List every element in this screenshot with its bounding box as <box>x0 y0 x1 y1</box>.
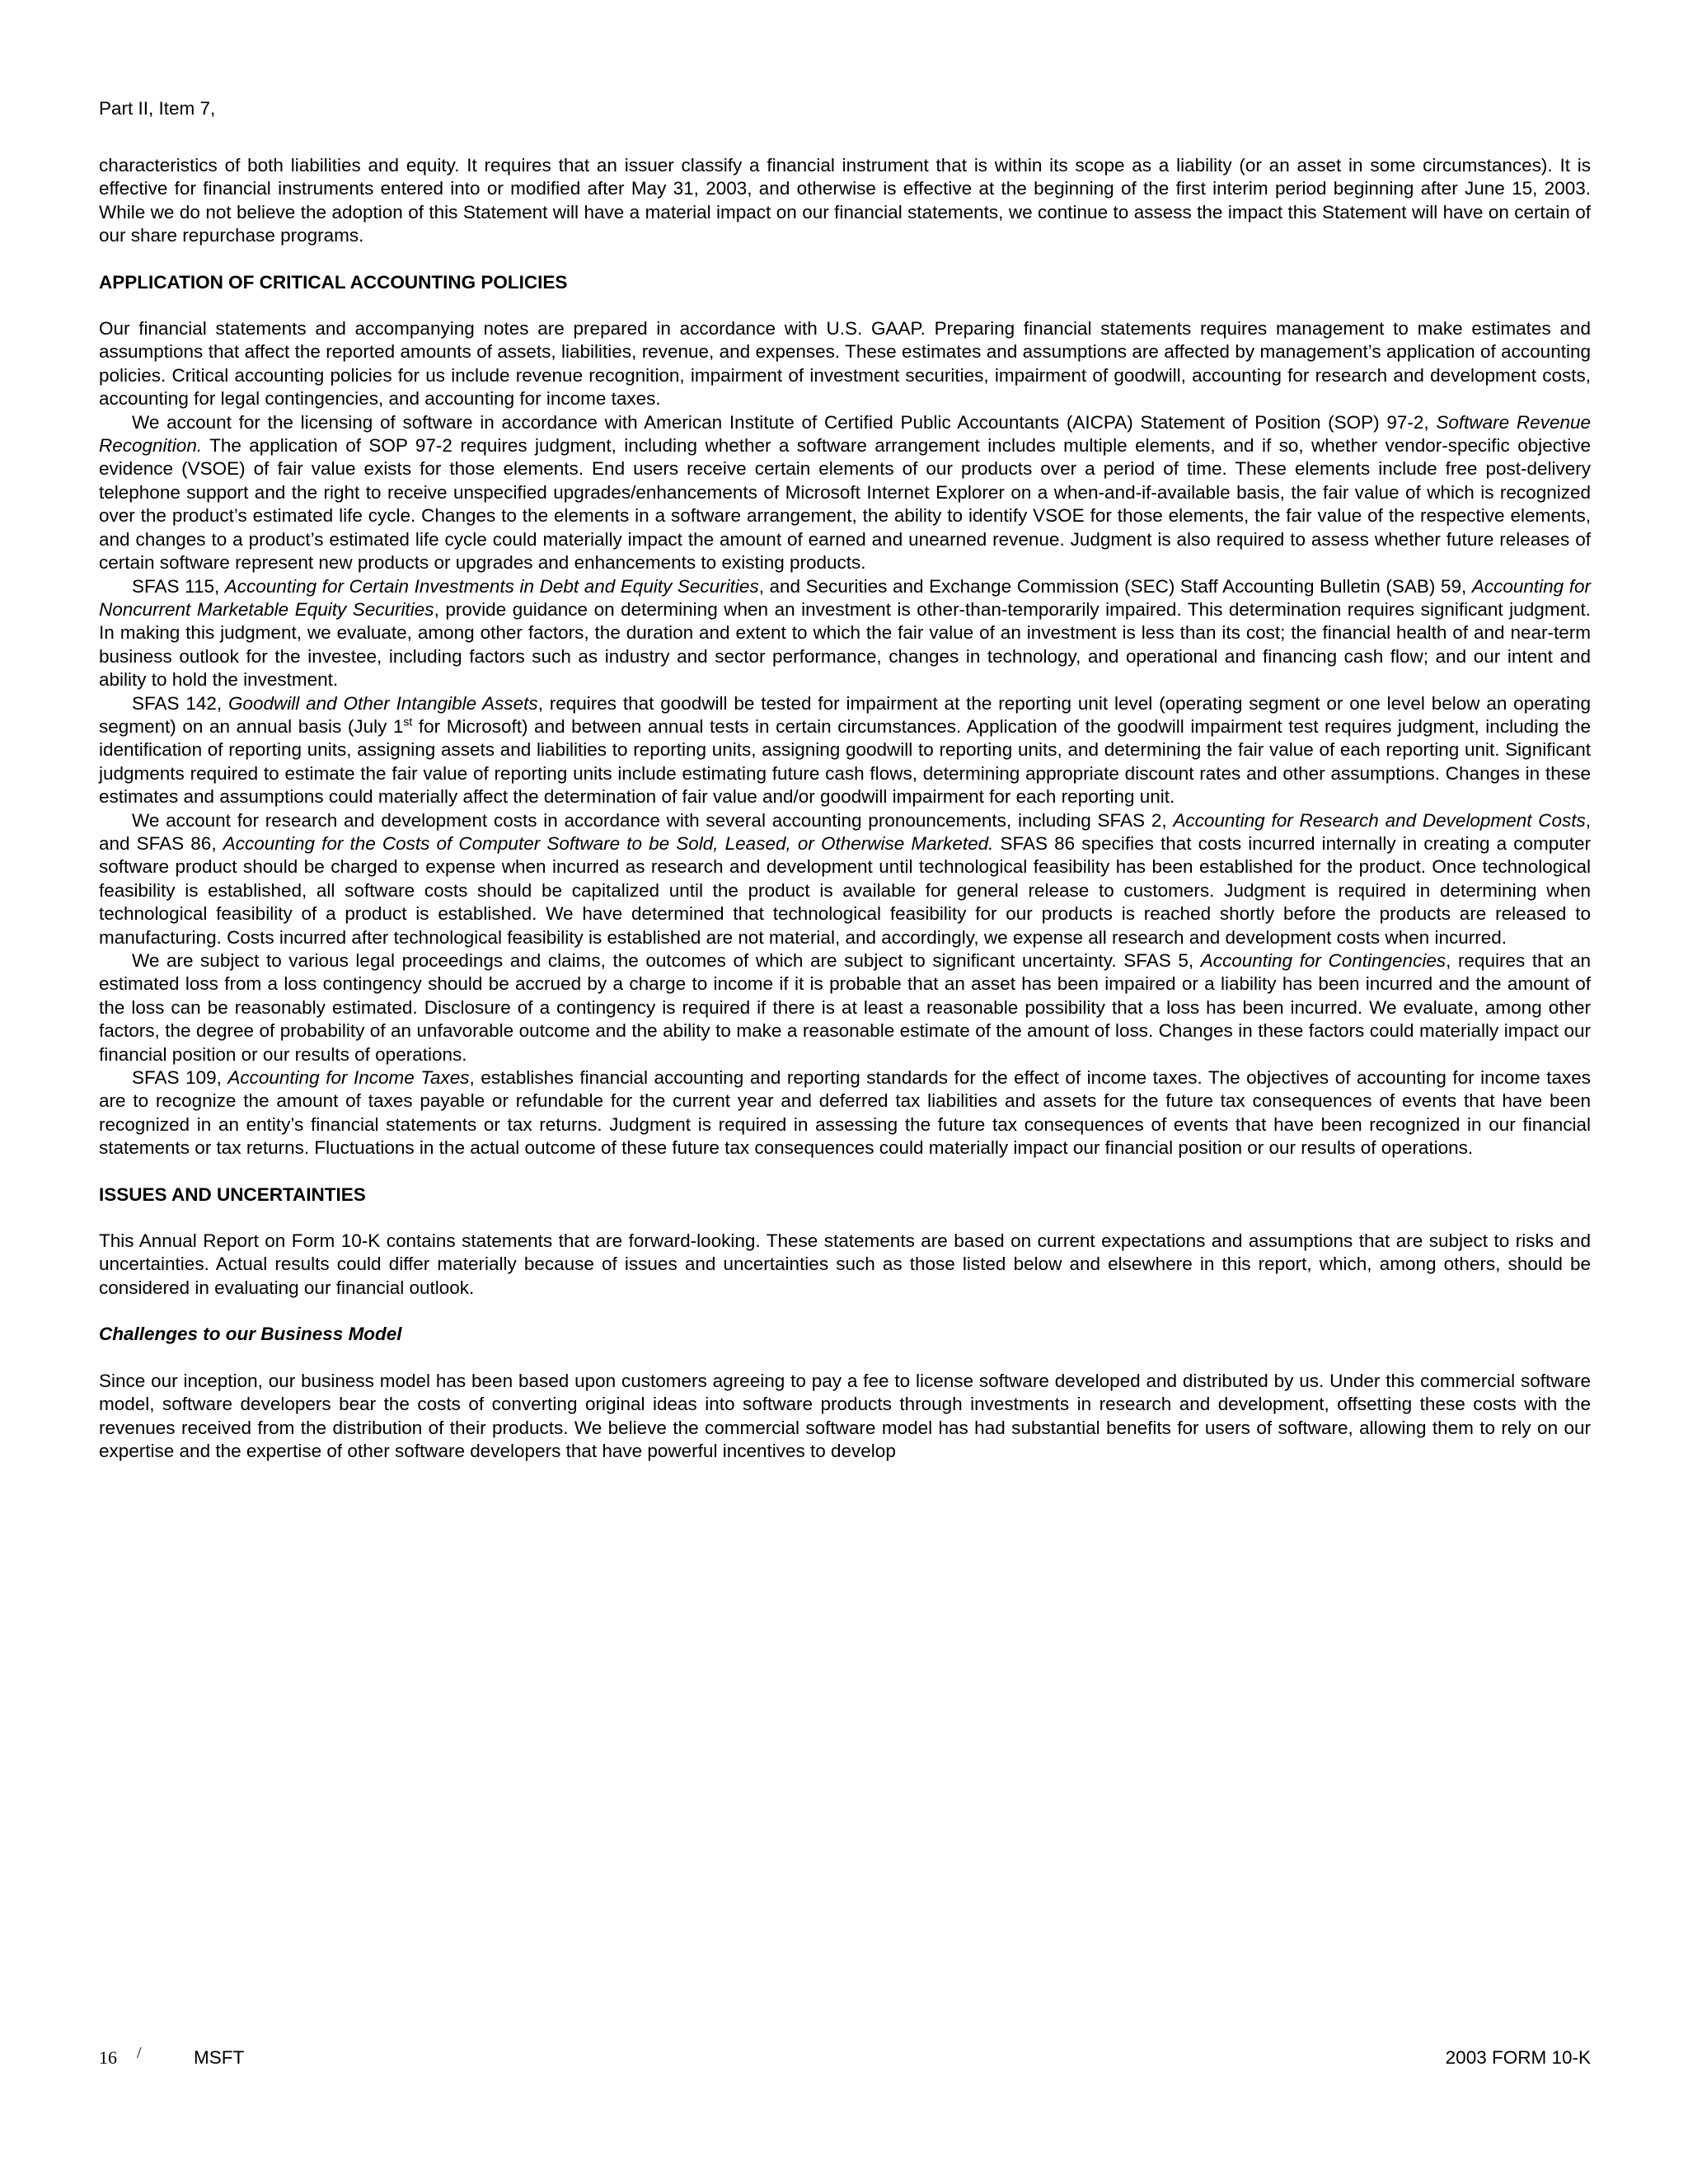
page-number: 16 <box>99 2047 117 2068</box>
intro-paragraph: characteristics of both liabilities and equity. It requires that an issuer classify a financial instrument that is within its scope as a liability (or an asset in some circumstances). It is effective for financial instruments entered into or modified after May 31, 2003, and otherwise is effective at the beginning of the first interim period beginning after June 15, 2003. While we do not believe the adoption of this Statement will have a material impact on our financial statements, we continue to assess the impact this Statement will have on certain of our share repurchase programs. <box>99 155 1591 246</box>
critical-paragraph-2 <box>99 411 1591 575</box>
text-span: SFAS 109, <box>132 1067 228 1089</box>
critical-paragraph-5 <box>99 809 1591 949</box>
italic-title: Accounting for Certain Investments in Debt and Equity Securities <box>224 575 759 597</box>
text-span: , establishes financial accounting and reporting standards for the effect of income taxes. The objectives of accounting for income taxes are to recognize the amount of taxes payable or refundable for the current year and deferred tax liabilities and assets for the future tax consequences of events that have been recognized in an entity’s financial statements or tax returns. Judgment is required in assessing the future tax consequences of events that have been recognized in our financial statements or tax returns. Fluctuations in the actual outcome of these future tax consequences could materially impact our financial position or our results of operations. <box>99 1067 1591 1159</box>
italic-title: Accounting for Contingencies <box>1200 950 1447 971</box>
critical-paragraph-3 <box>99 575 1591 692</box>
superscript: st <box>403 715 413 729</box>
issues-paragraph: This Annual Report on Form 10-K contains statements that are forward-looking. These statements are based on current expectations and assumptions that are subject to risks and uncertainties. Actual results could differ materially because of issues and uncertainties such as those listed below and elsewhere in this report, which, among others, should be considered in evaluating our financial outlook. <box>99 1230 1591 1298</box>
text-span: , and SFAS 86, <box>99 809 1592 854</box>
critical-paragraph-1: Our financial statements and accompanying notes are prepared in accordance with U.S. GAAP. Preparing financial statements requires management to make estimates and assumptions that affect the reported amounts of assets, liabilities, revenue, and expenses. These estimates and assumptions are affected by management’s application of accounting policies. Critical accounting policies for us include revenue recognition, impairment of investment securities, impairment of goodwill, accounting for research and development costs, accounting for legal contingencies, and accounting for income taxes. <box>99 318 1591 410</box>
critical-paragraph-6 <box>99 949 1591 1066</box>
text-span: We account for research and development costs in accordance with several accounting pronouncements, including SFAS 2, <box>132 809 1174 831</box>
text-span: The application of SOP 97-2 requires judgment, including whether a software arrangement includes multiple elements, and if so, whether vendor-specific objective evidence (VSOE) of fair value exists for those elements. End users receive certain elements of our products over a period of time. These elements include free post-delivery telephone support and the right to receive unspecified upgrades/enhancements of Microsoft Internet Explorer on a when-and-if-available basis, the fair value of which is recognized over the product’s estimated life cycle. Changes to the elements in a software arrangement, the ability to identify VSOE for those elements, the fair value of the respective elements, and changes to a product’s estimated life cycle could materially impact the amount of earned and unearned revenue. Judgment is also required to assess whether future releases of certain software represent new products or upgrades and enhancements to existing products. <box>99 435 1591 574</box>
text-span: , provide guidance on determining when an investment is other-than-temporarily impaired. This determination requires significant judgment. In making this judgment, we evaluate, among other factors, the duration and extent to which the fair value of an investment is less than its cost; the financial health of and near-term business outlook for the investee, including factors such as industry and sector performance, changes in technology, and operational and financing cash flow; and our intent and ability to hold the investment. <box>99 598 1591 691</box>
footer-ticker: MSFT <box>194 2047 245 2068</box>
page-content <box>99 154 1591 1463</box>
text-span: We account for the licensing of software in accordance with American Institute of Certified Public Accountants (AICPA) Statement of Position (SOP) 97-2, <box>132 411 1437 433</box>
challenges-heading: Challenges to our Business Model <box>99 1324 402 1345</box>
italic-title: Accounting for the Costs of Computer Software to be Sold, Leased, or Otherwise Marketed. <box>223 832 994 854</box>
text-span: for Microsoft) and between annual tests in certain circumstances. Application of the goodwill impairment test requires judgment, including the identification of reporting units, assigning assets and liabilities to reporting units, assigning goodwill to reporting units, and determining the fair value of each reporting unit. Significant judgments required to estimate the fair value of reporting units include estimating future cash flows, determining appropriate discount rates and other assumptions. Changes in these estimates and assumptions could materially affect the determination of fair value and/or goodwill impairment for each reporting unit. <box>99 715 1591 808</box>
critical-policies-heading: APPLICATION OF CRITICAL ACCOUNTING POLICIES <box>99 271 568 293</box>
text-span: SFAS 86 specifies that costs incurred internally in creating a computer software product should be charged to expense when incurred as research and development until technological feasibility has been established for the product. Once technological feasibility is established, all software costs should be capitalized until the product is available for general release to customers. Judgment is required in determining when technological feasibility of a product is established. We have determined that technological feasibility for our products is reached shortly before the products are released to manufacturing. Costs incurred after technological feasibility is established are not material, and accordingly, we expense all research and development costs when incurred. <box>99 832 1592 948</box>
text-span: , requires that goodwill be tested for impairment at the reporting unit level (operating segment or one level below an operating segment) on an annual basis (July 1 <box>99 692 1592 737</box>
critical-paragraph-4 <box>99 692 1591 809</box>
text-span: , requires that an estimated loss from a loss contingency should be accrued by a charge to income if it is probable that an asset has been impaired or a liability has been incurred and the amount of the loss can be reasonably estimated. Disclosure of a contingency is required if there is at least a reasonable possibility that a loss has been incurred. We evaluate, among other factors, the degree of probability of an unfavorable outcome and the ability to make a reasonable estimate of the amount of loss. Changes in these factors could materially impact our financial position or our results of operations. <box>99 950 1591 1065</box>
footer-form: 2003 FORM 10-K <box>1445 2047 1591 2068</box>
italic-title: Accounting for Noncurrent Marketable Equity Securities <box>99 575 1591 620</box>
critical-paragraph-7 <box>99 1066 1591 1160</box>
italic-title: Software Revenue Recognition. <box>99 411 1591 457</box>
text-span: , and Securities and Exchange Commission (SEC) Staff Accounting Bulletin (SAB) 59, <box>758 575 1472 597</box>
challenges-paragraph: Since our inception, our business model has been based upon customers agreeing to pay a fee to license software developed and distributed by us. Under this commercial software model, software developers bear the costs of converting original ideas into software products through investments in research and development, offsetting these costs with the revenues received from the distribution of their products. We believe the commercial software model has had substantial benefits for users of software, allowing them to rely on our expertise and the expertise of other software developers that have powerful incentives to develop <box>99 1370 1591 1461</box>
text-span: SFAS 115, <box>132 575 225 597</box>
issues-heading: ISSUES AND UNCERTAINTIES <box>99 1183 366 1205</box>
page-header: Part II, Item 7, <box>99 98 216 119</box>
footer-slash: / <box>137 2044 142 2062</box>
text-span: SFAS 142, <box>132 692 228 714</box>
italic-title: Accounting for Research and Development Costs <box>1173 809 1586 831</box>
italic-title: Accounting for Income Taxes <box>227 1067 470 1089</box>
italic-title: Goodwill and Other Intangible Assets <box>227 692 538 714</box>
text-span: We are subject to various legal proceedings and claims, the outcomes of which are subject to significant uncertainty. SFAS 5, <box>132 950 1201 971</box>
